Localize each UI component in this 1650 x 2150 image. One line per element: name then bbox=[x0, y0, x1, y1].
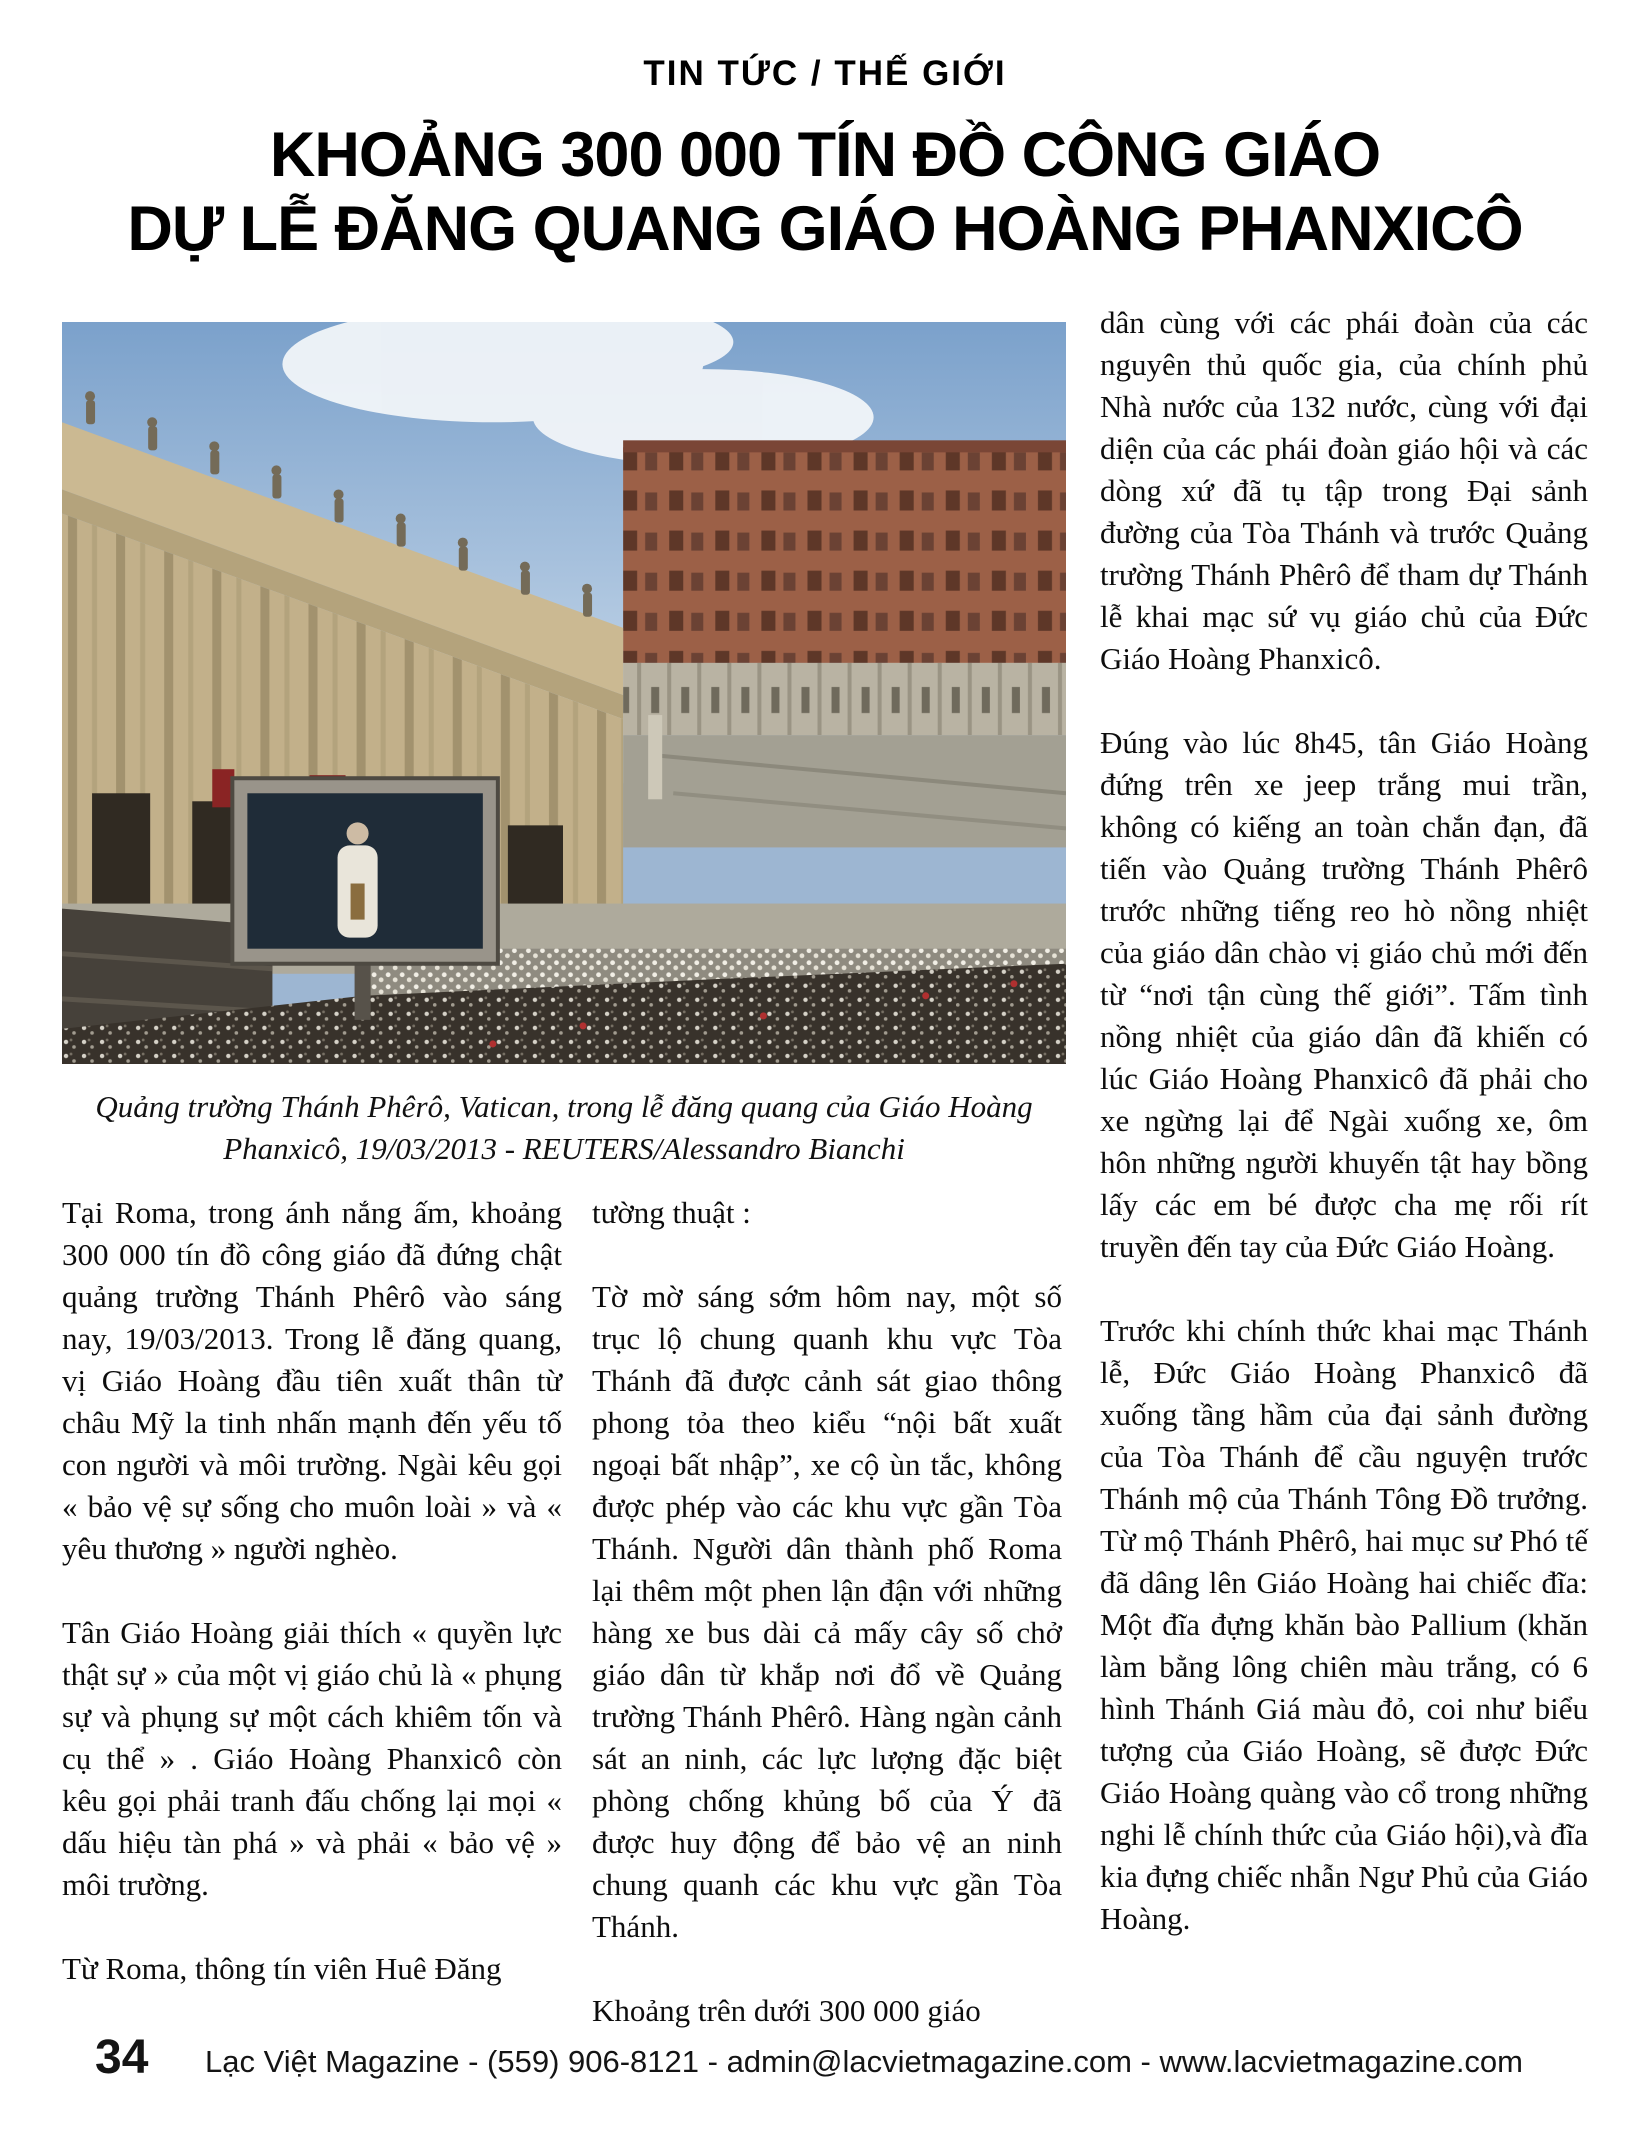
headline-line-1: KHOẢNG 300 000 TÍN ĐỒ CÔNG GIÁO bbox=[269, 120, 1381, 190]
photo-illustration bbox=[62, 322, 1066, 1064]
body-paragraph: dân cùng với các phái đoàn của các nguyên thủ quốc gia, của chính phủ Nhà nước của 132 nước, cùng với đại diện của các phái đoàn giáo hội và các dòng xứ đã tụ tập trong Đại sảnh đường của Tòa Thánh và trước Quảng trường Thánh Phêrô để tham dự Thánh lễ khai mạc sứ vụ giáo chủ của Đức Giáo Hoàng Phanxicô. bbox=[1100, 305, 1588, 676]
brick-building bbox=[623, 440, 1066, 735]
footer-contact-line: Lạc Việt Magazine - (559) 906-8121 - admin@lacvietmagazine.com - www.lacvietmagazine.com bbox=[205, 2044, 1523, 2079]
section-header: TIN TỨC / THẾ GIỚI bbox=[643, 54, 1007, 93]
body-paragraph: tường thuật : bbox=[592, 1195, 751, 1230]
article-photo bbox=[62, 322, 1066, 1064]
body-paragraph: Tân Giáo Hoàng giải thích « quyền lực thật sự » của một vị giáo chủ là « phụng sự và phụng sự một cách khiêm tốn và cụ thể » . Giáo Hoàng Phanxicô còn kêu gọi phải tranh đấu chống lại mọi « dấu hiệu tàn phá » và phải « bảo vệ » môi trường. bbox=[62, 1615, 562, 1902]
body-paragraph: Tại Roma, trong ánh nắng ấm, khoảng 300 000 tín đồ công giáo đã đứng chật quảng trường Thánh Phêrô vào sáng nay, 19/03/2013. Trong lễ đăng quang, vị Giáo Hoàng đầu tiên xuất thân từ châu Mỹ la tinh nhấn mạnh đến yếu tố con người và môi trường. Ngài kêu gọi « bảo vệ sự sống cho muôn loài » và « yêu thương » người nghèo. bbox=[62, 1195, 562, 1566]
body-paragraph: Từ Roma, thông tín viên Huê Đăng bbox=[62, 1951, 502, 1986]
body-column-right bbox=[1100, 302, 1588, 1940]
body-column-middle bbox=[592, 1192, 1062, 2032]
body-paragraph: Tờ mờ sáng sớm hôm nay, một số trục lộ chung quanh khu vực Tòa Thánh đã được cảnh sát giao thông phong tỏa theo kiểu “nội bất xuất ngoại bất nhập”, xe cộ ùn tắc, không được phép vào các khu vực gần Tòa Thánh. Người dân thành phố Roma lại thêm một phen lận đận với những hàng xe bus dài cả mấy cây số chở giáo dân từ khắp nơi đổ về Quảng trường Thánh Phêrô. Hàng ngàn cảnh sát an ninh, các lực lượng đặc biệt phòng chống khủng bố của Ý đã được huy động để bảo vệ an ninh chung quanh các khu vực gần Tòa Thánh. bbox=[592, 1279, 1062, 1944]
photo-caption bbox=[62, 1086, 1066, 1170]
body-paragraph: Khoảng trên dưới 300 000 giáo bbox=[592, 1993, 981, 2028]
body-paragraph: Trước khi chính thức khai mạc Thánh lễ, Đức Giáo Hoàng Phanxicô đã xuống tầng hầm của đại sảnh đường của Tòa Thánh để cầu nguyện trước Thánh mộ của Thánh Tông Đồ trưởng. Từ mộ Thánh Phêrô, hai mục sư Phó tế đã dâng lên Giáo Hoàng hai chiếc đĩa: Một đĩa đựng khăn bào Pallium (khăn làm bằng lông chiên màu trắng, có 6 hình Thánh Giá màu đỏ, coi như biểu tượng của Giáo Hoàng, sẽ được Đức Giáo Hoàng quàng vào cổ trong những nghi lễ chính thức của Giáo hội),và đĩa kia đựng chiếc nhẫn Ngư Phủ của Giáo Hoàng. bbox=[1100, 1313, 1588, 1936]
page-footer bbox=[0, 2022, 1650, 2102]
caption-line-1: Quảng trường Thánh Phêrô, Vatican, trong lễ đăng quang của Giáo Hoàng bbox=[95, 1089, 1033, 1124]
headline-line-2: DỰ LỄ ĐĂNG QUANG GIÁO HOÀNG PHANXICÔ bbox=[127, 194, 1523, 264]
article-headline bbox=[0, 118, 1650, 266]
caption-line-2: Phanxicô, 19/03/2013 - REUTERS/Alessandro Bianchi bbox=[223, 1131, 905, 1166]
body-column-left bbox=[62, 1192, 562, 1990]
body-paragraph: Đúng vào lúc 8h45, tân Giáo Hoàng đứng trên xe jeep trắng mui trần, không có kiếng an toàn chắn đạn, đã tiến vào Quảng trường Thánh Phêrô trước những tiếng reo hò nồng nhiệt của giáo dân chào vị giáo chủ mới đến từ “nơi tận cùng thế giới”. Tấm tình nồng nhiệt của giáo dân đã khiến có lúc Giáo Hoàng Phanxicô đã phải cho xe ngừng lại để Ngài xuống xe, ôm hôn những người khuyến tật hay bồng lấy các em bé được cha mẹ rối rít truyền đến tay của Đức Giáo Hoàng. bbox=[1100, 725, 1588, 1264]
page-number: 34 bbox=[95, 2031, 149, 2084]
